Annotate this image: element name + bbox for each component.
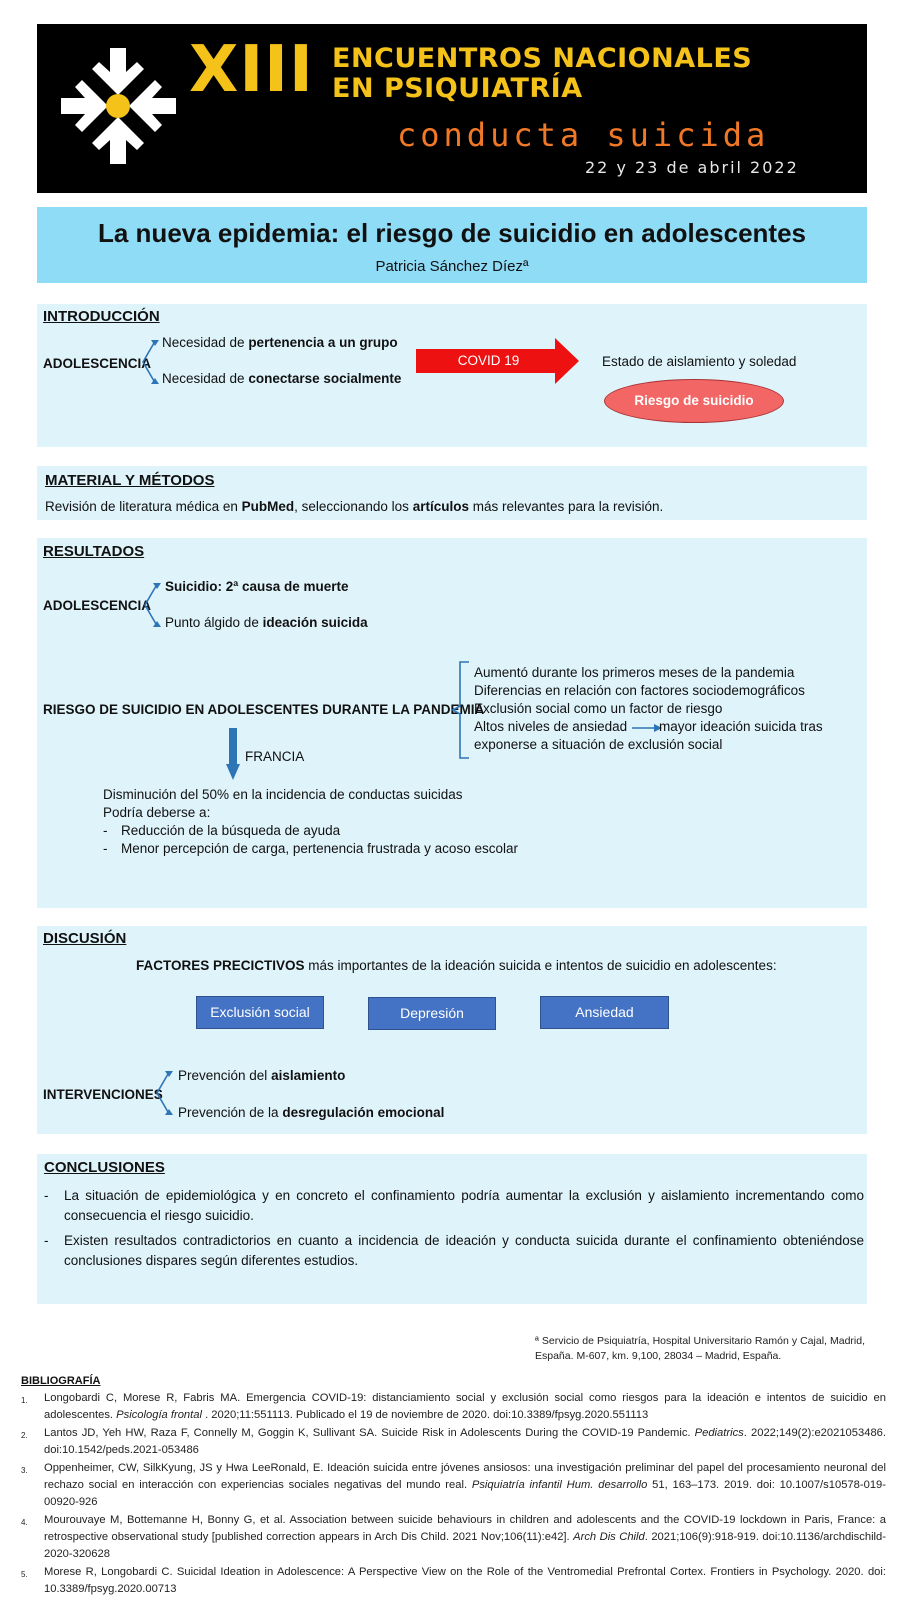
factor-anxiety: Ansiedad bbox=[540, 996, 669, 1029]
factor-depression: Depresión bbox=[368, 997, 496, 1030]
results-could-be: Podría deberse a: bbox=[103, 805, 211, 820]
event-theme: conducta suicida bbox=[397, 116, 770, 154]
conclusion-1: - La situación de epidemiológica y en concreto el confinamiento podría aumentar la exclusión y aislamiento incrementando como consecuencia el riesgo suicidio. bbox=[44, 1188, 864, 1223]
finding-4-post: mayor ideación suicida tras bbox=[659, 719, 823, 734]
down-arrow-icon bbox=[226, 728, 240, 780]
results-ideation-peak: Punto álgido de ideación suicida bbox=[165, 615, 368, 630]
suicide-risk-oval: Riesgo de suicidio bbox=[604, 379, 784, 423]
event-name-line1: ENCUENTROS NACIONALES bbox=[332, 43, 753, 74]
findings-brace-icon bbox=[449, 660, 471, 760]
reference-3: 3. Oppenheimer, CW, SilkKyung, JS y Hwa LeeRonald, E. Ideación suicida entre jóvenes ansiosos: una investigación preliminar del papel del procesamiento neuronal del rechazo social en interacción con experiencias sociales negativas del mundo real. Psiquiatría infantil Hum. desarrollo 51, 163–173. 2019. doi: 10.1007/s10578-019-00920-926 bbox=[21, 1462, 886, 1508]
france-label: FRANCIA bbox=[245, 749, 305, 764]
reference-4: 4. Mourouvaye M, Bottemanne H, Bonny G, et al. Association between suicide behaviours in children and adolescents and the COVID-19 lockdown in Paris, France: a retrospective observational study [published correction appears in Arch Dis Child. 2021 Nov;106(11):e42]. Arch Dis Child. 2021;106(9):918-919. doi:10.1136/archdischild-2020-320628 bbox=[21, 1514, 886, 1560]
event-name-line2: EN PSIQUIATRÍA bbox=[332, 73, 583, 104]
right-arrow-icon bbox=[632, 722, 662, 734]
intervention-emotional: Prevención de la desregulación emocional bbox=[178, 1105, 445, 1120]
interventions-label: INTERVENCIONES bbox=[43, 1087, 163, 1102]
reference-1: 1. Longobardi C, Morese R, Fabris MA. Emergencia COVID-19: distanciamiento social y exclusión social como riesgos para la ideación e intentos de suicidio en adolescentes. Psicología frontal . 2020;11:551113. Publicado el 19 de noviembre de 2020. doi:10.3389/fpsyg.2020.551113 bbox=[21, 1392, 886, 1421]
reason-2: Menor percepción de carga, pertenencia frustrada y acoso escolar bbox=[121, 841, 518, 856]
intro-need-connect: Necesidad de conectarse socialmente bbox=[162, 371, 402, 386]
results-heading: RESULTADOS bbox=[43, 543, 145, 560]
event-edition: XIII bbox=[189, 33, 314, 107]
discussion-heading: DISCUSIÓN bbox=[43, 930, 127, 947]
covid-label: COVID 19 bbox=[457, 353, 520, 368]
poster-author: Patricia Sánchez Díezª bbox=[375, 258, 529, 275]
covid-arrow bbox=[416, 338, 579, 384]
methods-text: Revisión de literatura médica en PubMed, seleccionando los artículos más relevantes para la revisión. bbox=[45, 499, 664, 514]
finding-4-pre: Altos niveles de ansiedad bbox=[474, 719, 628, 734]
reference-2: 2. Lantos JD, Yeh HW, Raza F, Connelly M, Goggin K, Sullivant SA. Suicide Risk in Adolescents During the COVID-19 Pandemic. Pediatrics. 2022;149(2):e2021053486. doi:10.1542/peds.2021-053486 bbox=[21, 1427, 886, 1456]
intro-adolescence-label: ADOLESCENCIA bbox=[43, 356, 152, 371]
poster-title: La nueva epidemia: el riesgo de suicidio en adolescentes bbox=[97, 218, 807, 248]
conclusions-heading: CONCLUSIONES bbox=[44, 1159, 165, 1176]
reference-5: 5. Morese R, Longobardi C. Suicidal Ideation in Adolescence: A Perspective View on the Role of the Ventromedial Prefrontal Cortex. Frontiers in Psychology. 2020. doi: 10.3389/fpsyg.2020.00713 bbox=[21, 1566, 886, 1595]
event-logo-icon bbox=[61, 46, 176, 166]
factor-social-exclusion: Exclusión social bbox=[196, 996, 324, 1029]
finding-1: Aumentó durante los primeros meses de la pandemia bbox=[474, 665, 795, 680]
reason-1: Reducción de la búsqueda de ayuda bbox=[121, 823, 341, 838]
reason-2-dash: - bbox=[103, 841, 108, 856]
results-pandemic-label: RIESGO DE SUICIDIO EN ADOLESCENTES DURANTE LA PANDEMIA bbox=[43, 702, 485, 717]
results-decrease: Disminución del 50% en la incidencia de conductas suicidas bbox=[103, 787, 463, 802]
affiliation-note: ª Servicio de Psiquiatría, Hospital Universitario Ramón y Cajal, Madrid, España. M-607, km. 9,100, 28034 – Madrid, España. bbox=[535, 1335, 865, 1362]
conclusion-2: - Existen resultados contradictorios en cuanto a incidencia de ideación y conducta suicida durante el confinamiento obteniéndose conclusiones dispares según diferentes estudios. bbox=[44, 1233, 864, 1268]
methods-heading: MATERIAL Y MÉTODOS bbox=[45, 472, 215, 489]
event-banner bbox=[37, 24, 867, 193]
interventions-branch-icon bbox=[154, 1068, 180, 1118]
finding-2: Diferencias en relación con factores sociodemográficos bbox=[474, 683, 805, 698]
bibliography-heading: BIBLIOGRAFÍA bbox=[21, 1375, 101, 1387]
intro-heading: INTRODUCCIÓN bbox=[43, 308, 160, 325]
intro-need-belonging: Necesidad de pertenencia a un grupo bbox=[162, 335, 398, 350]
event-date: 22 y 23 de abril 2022 bbox=[585, 158, 799, 177]
finding-4-line2: exponerse a situación de exclusión social bbox=[474, 737, 723, 752]
poster-title-box bbox=[37, 207, 867, 283]
results-adolescence-label: ADOLESCENCIA bbox=[43, 598, 152, 613]
reason-1-dash: - bbox=[103, 823, 108, 838]
discussion-factors: FACTORES PRECICTIVOS más importantes de la ideación suicida e intentos de suicidio en adolescentes: bbox=[136, 958, 777, 973]
intervention-isolation: Prevención del aislamiento bbox=[178, 1068, 346, 1083]
intro-isolation-text: Estado de aislamiento y soledad bbox=[602, 354, 797, 369]
finding-3: Exclusión social como un factor de riesgo bbox=[474, 701, 723, 716]
results-cause-of-death: Suicidio: 2ª causa de muerte bbox=[165, 579, 349, 594]
